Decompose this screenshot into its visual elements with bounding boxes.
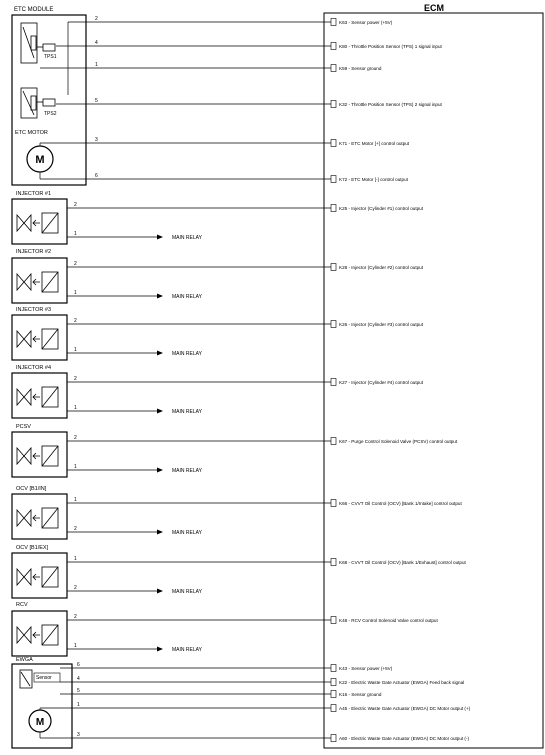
ecm-pin-label: K43 - Sensor power (+5V)	[339, 665, 393, 671]
component-label: INJECTOR #1	[16, 191, 52, 197]
pin-number: 1	[74, 290, 77, 296]
pin-number: 2	[74, 318, 77, 324]
pin-number: 1	[74, 347, 77, 353]
ecm-pin-terminal	[331, 679, 336, 686]
ecm-pin-label: A60 - Electric Waste Gate Actuator (EWGA) DC Motor output (-)	[339, 735, 470, 741]
main-relay-label: MAIN RELAY	[172, 647, 202, 653]
pin-number: 3	[95, 137, 98, 143]
ecm-pin-label: K67 - Purge Control Solenoid Valve (PCSV) control output	[339, 438, 458, 444]
ecm-pin-terminal	[331, 65, 336, 72]
pin-number: 2	[74, 261, 77, 267]
pin-number: 2	[74, 614, 77, 620]
ewga-label: EWGA	[16, 657, 33, 663]
component-label: INJECTOR #2	[16, 249, 52, 255]
ecm-pin-terminal	[331, 101, 336, 108]
pin-number: 2	[74, 376, 77, 382]
main-relay-label: MAIN RELAY	[172, 468, 202, 474]
ecm-pin-terminal	[331, 617, 336, 624]
ecm-pin-terminal	[331, 438, 336, 445]
ecm-pin-terminal	[331, 321, 336, 328]
tps2-label: TPS2	[44, 111, 57, 117]
ecm-title: ECM	[424, 3, 444, 13]
component-label: INJECTOR #4	[16, 365, 52, 371]
pin-number: 4	[77, 676, 80, 682]
component-label: INJECTOR #3	[16, 307, 52, 313]
pin-number: 2	[74, 435, 77, 441]
ecm-pin-terminal	[331, 665, 336, 672]
ecm-pin-label: K26 - Injector (Cylinder #3) control output	[339, 321, 424, 327]
pin-number: 5	[77, 688, 80, 694]
component-label: OCV [B1/EX]	[16, 545, 49, 551]
pin-number: 1	[77, 702, 80, 708]
main-relay-label: MAIN RELAY	[172, 589, 202, 595]
pin-number: 1	[74, 231, 77, 237]
main-relay-label: MAIN RELAY	[172, 351, 202, 357]
ecm-pin-terminal	[331, 735, 336, 742]
tps1-label: TPS1	[44, 54, 57, 60]
etc-module-label: ETC MODULE	[14, 7, 54, 13]
ecm-pin-terminal	[331, 176, 336, 183]
pin-number: 3	[77, 732, 80, 738]
pin-number: 5	[95, 98, 98, 104]
main-relay-label: MAIN RELAY	[172, 294, 202, 300]
ecm-pin-terminal	[331, 559, 336, 566]
ecm-pin-label: K16 - Sensor ground	[339, 691, 382, 697]
ecm-pin-label: K63 - Sensor power (+5V)	[339, 19, 393, 25]
pin-number: 2	[74, 202, 77, 208]
ecm-pin-label: K32 - Throttle Position Sensor (TPS) 2 signal input	[339, 101, 442, 107]
ecm-pin-label: K71 - ETC Motor [+] control output	[339, 140, 410, 146]
pin-number: 6	[77, 662, 80, 668]
main-relay-label: MAIN RELAY	[172, 409, 202, 415]
ecm-pin-label: K28 - Injector (Cylinder #2) control output	[339, 264, 424, 270]
component-label: OCV [B1/IN]	[16, 486, 47, 492]
main-relay-label: MAIN RELAY	[172, 235, 202, 241]
pin-number: 4	[95, 40, 98, 46]
ecm-pin-terminal	[331, 140, 336, 147]
ecm-pin-label: K48 - RCV Control Solenoid Valve control output	[339, 617, 438, 623]
ecm-pin-label: K59 - Sensor ground	[339, 65, 382, 71]
pin-number: 1	[95, 62, 98, 68]
pin-number: 1	[74, 643, 77, 649]
component-label: PCSV	[16, 424, 31, 430]
main-relay-label: MAIN RELAY	[172, 530, 202, 536]
ecm-pin-label: A45 - Electric Waste Gate Actuator (EWGA) DC Motor output (+)	[339, 705, 471, 711]
ecm-pin-terminal	[331, 205, 336, 212]
ecm-pin-terminal	[331, 691, 336, 698]
ecm-pin-label: K72 - ETC Motor [-] control output	[339, 176, 408, 182]
ecm-pin-terminal	[331, 379, 336, 386]
ecm-pin-terminal	[331, 705, 336, 712]
ewga-motor-symbol: M	[35, 717, 45, 728]
ecm-pin-terminal	[331, 19, 336, 26]
ecm-pin-label: K66 - CVVT Oil Control (OCV) [Bank 1/Intake] control output	[339, 500, 462, 506]
pin-number: 1	[74, 556, 77, 562]
ecm-pin-terminal	[331, 43, 336, 50]
ecm-pin-label: K27 - Injector (Cylinder #4) control output	[339, 379, 424, 385]
etc-motor-label: ETC MOTOR	[15, 130, 48, 136]
ecm-pin-terminal	[331, 264, 336, 271]
ewga-sensor-label: Sensor	[36, 675, 52, 681]
pin-number: 1	[74, 405, 77, 411]
ecm-pin-label: K68 - CVVT Oil Control (OCV) [Bank 1/Exhaust] control output	[339, 559, 466, 565]
etc-motor-symbol: M	[35, 154, 45, 166]
pin-number: 1	[74, 497, 77, 503]
component-label: RCV	[16, 602, 28, 608]
ecm-pin-label: K25 - Injector (Cylinder #1) control output	[339, 205, 424, 211]
pin-number: 2	[74, 526, 77, 532]
pin-number: 2	[95, 16, 98, 22]
ecm-pin-terminal	[331, 500, 336, 507]
pin-number: 6	[95, 173, 98, 179]
ecm-pin-label: K80 - Throttle Position Sensor (TPS) 1 signal input	[339, 43, 442, 49]
pin-number: 2	[74, 585, 77, 591]
ecm-pin-label: K22 - Electric Waste Gate Actuator (EWGA) Feed back signal	[339, 679, 465, 685]
pin-number: 1	[74, 464, 77, 470]
